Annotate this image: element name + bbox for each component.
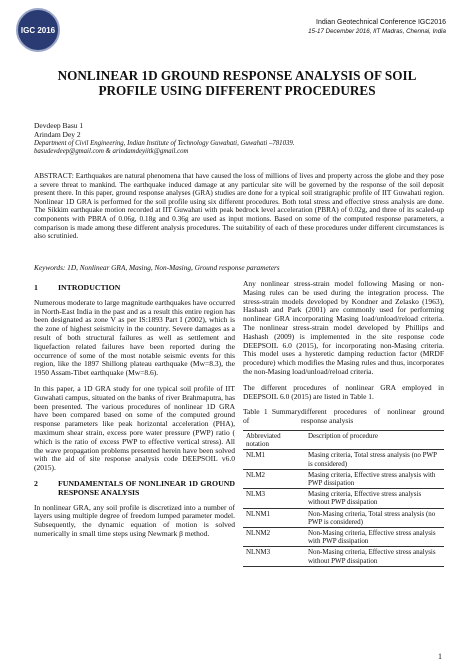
- table-row: [243, 450, 444, 469]
- logo-text: IGC 2016: [20, 25, 56, 35]
- conference-logo: [16, 8, 60, 52]
- section-number: 2: [34, 478, 38, 488]
- table-caption-label: Table 1 Summary of: [243, 407, 301, 426]
- table-row: [243, 527, 444, 546]
- section-heading-1: [34, 284, 235, 293]
- table-row: [243, 489, 444, 508]
- abstract: ABSTRACT: Earthquakes are natural phenomena that have caused the loss of millions of lives and property across the globe and they pose a severe threat to mankind. The earthquake induced damage at any particular site will be governed by the response of the soil deposit present there. In this paper, ground response analyses (GRA) studies are done for a typical soil stratigraphic profile of IIT Guwahati region. Nonlinear 1D GRA is performed for the soil profile using six different procedures. Both total stress and effective stress analysis are done. The Sikkim earthquake motion recorded at IIT Guwahati with peak bedrock level acceleration (PBRA) of 0.02g, and three of its scaled-up components with PBRA of 0.06g, 0.18g and 0.36g are used as input motions. Based on some of the computed response parameters, a comparison is made among these different analysis procedures. The suitability of each of these procedures under different circumstances is also scrutinied.: [34, 171, 444, 241]
- conference-dates: 15-17 December 2016, IIT Madras, Chennai, India: [308, 28, 446, 35]
- table-caption-text: different procedures of nonlinear ground response analysis: [301, 407, 444, 426]
- right-paragraph-2: The different procedures of nonlinear GRA employed in DEEPSOIL 6.0 (2015) are listed in Table 1.: [243, 382, 444, 401]
- table-cell: Non-Masing criteria, Total stress analysis (no PWP is considered): [305, 508, 444, 527]
- intro-paragraph-2: In this paper, a 1D GRA study for one typical soil profile of IIT Guwahati campus, situated on the banks of river Brahmaputra, has been presented. The various procedures of nonlinear 1D GRA have been compared based on some of the computed ground response parameters like peak horizontal acceleration (PHA), maximum shear strain, excess pore water pressure (PWP) ratio ( which is the ratio of excess PWP to effective vertical stress). All the wave propagation problems presented herein have been solved with the aid of site response analysis code DEEPSOIL v6.0 (2015).: [34, 383, 235, 473]
- table-cell: Non-Masing criteria, Effective stress analysis without PWP dissipation: [305, 547, 444, 566]
- section-heading-2: [34, 480, 235, 498]
- table-header-cell: Description of procedure: [305, 430, 444, 449]
- table-cell: Non-Masing criteria, Effective stress analysis with PWP dissipation: [305, 527, 444, 546]
- table-cell: Masing criteria, Effective stress analysis with PWP dissipation: [305, 469, 444, 488]
- paper-title: NONLINEAR 1D GROUND RESPONSE ANALYSIS OF SOIL PROFILE USING DIFFERENT PROCEDURES: [57, 68, 417, 98]
- table-cell: Masing criteria, Total stress analysis (no PWP is considered): [305, 450, 444, 469]
- author-1: Devdeep Basu 1: [34, 121, 84, 130]
- procedures-table: [243, 430, 444, 567]
- table-cell: NLM1: [243, 450, 305, 469]
- table-cell: NLNM1: [243, 508, 305, 527]
- table-caption: [243, 408, 444, 426]
- table-cell: NLNM3: [243, 547, 305, 566]
- table-row: [243, 469, 444, 488]
- right-column: [243, 280, 444, 567]
- table-cell: NLM3: [243, 489, 305, 508]
- section-title: INTRODUCTION: [58, 283, 121, 292]
- left-column: [34, 280, 235, 546]
- author-2: Arindam Dey 2: [34, 130, 81, 140]
- table-cell: NLNM2: [243, 527, 305, 546]
- section-title: FUNDAMENTALS OF NONLINEAR 1D GROUND RESPONSE ANALYSIS: [58, 478, 235, 497]
- table-row: [243, 508, 444, 527]
- table-cell: NLM2: [243, 469, 305, 488]
- author-emails: basudevdeep@gmail.com & arindamdeyiitk@gmail.com: [34, 147, 189, 155]
- keywords: Keywords: 1D, Nonlinear GRA, Masing, Non-Masing, Ground response parameters: [34, 263, 280, 272]
- conference-header: [308, 18, 446, 36]
- table-row: [243, 547, 444, 566]
- table-header-row: [243, 430, 444, 449]
- page-number: 1: [438, 652, 442, 661]
- affiliation: Department of Civil Engineering, Indian Institute of Technology Guwahati, Guwahati –781039.: [34, 139, 295, 147]
- fundamentals-paragraph-1: In nonlinear GRA, any soil profile is discretized into a number of layers using multiple degree of freedom lumped parameter model. Subsequently, the dynamic equation of motion is solved numerically in small time steps using Newmark β method.: [34, 502, 235, 538]
- table-cell: Masing criteria, Effective stress analysis without PWP dissipation: [305, 489, 444, 508]
- right-paragraph-1: Any nonlinear stress-strain model following Masing or non-Masing rules can be used during the integration process. The stress-strain models developed by Kondner and Zelasko (1963), Hashash and Park (2001) are commonly used for performing nonlinear GRA incorporating Masing load/unload/reload criteria. The nonlinear stress-strain model developed by Phillips and Hashash (2009) is implemented in the site response code DEEPSOIL 6.0 (2015), for incorporating non-Masing criteria. This model uses a hysteretic damping reduction factor (MRDF procedure) which modifies the Masing rules and thus, incorporates the non-Masing load/unload/reload criteria.: [243, 279, 444, 376]
- conference-name: Indian Geotechnical Conference IGC2016: [316, 19, 446, 26]
- table-header-cell: Abbreviated notation: [243, 430, 305, 449]
- section-number: 1: [34, 283, 38, 292]
- author-block: [34, 121, 444, 156]
- intro-paragraph-1: Numerous moderate to large magnitude earthquakes have occurred in North-East India in the past and as a result this entire region has been designated as zone V as per IS:1893 Part I (2002), which is the zone of highest seismicity in the country. Severe damages as a result of both structural failures as well as settlement and liquefaction related failures have been reported during the occurrence of some of the most notable seismic events for this region, like the 1897 Shillong plateau earthquake (Mw=8.3), the 1950 Assam-Tibet earthquake (Mw=8.6).: [34, 297, 235, 378]
